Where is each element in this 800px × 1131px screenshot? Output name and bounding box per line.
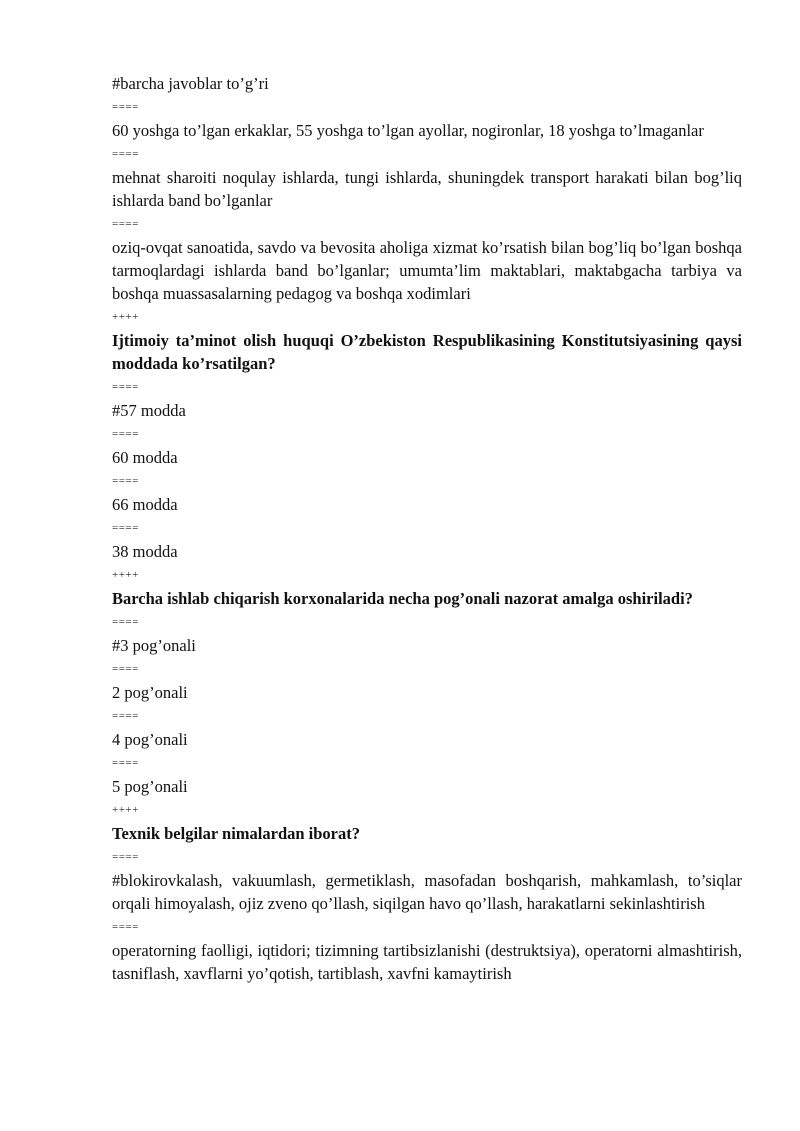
answer-text: #blokirovkalash, vakuumlash, germetiklash, masofadan boshqarish, mahkamlash, to’siqlar orqali himoyalash, ojiz zveno qo’llash, siqilgan havo qo’llash, harakatlarni sekinlashtirish bbox=[112, 871, 742, 913]
separator: ++++ bbox=[112, 569, 139, 581]
answer-text: #3 pog’onali bbox=[112, 636, 196, 655]
answer-text: 38 modda bbox=[112, 542, 178, 561]
separator: ==== bbox=[112, 101, 139, 113]
question-text: Texnik belgilar nimalardan iborat? bbox=[112, 824, 360, 843]
answer-text: 66 modda bbox=[112, 495, 178, 514]
separator: ==== bbox=[112, 663, 139, 675]
answer-text: 2 pog’onali bbox=[112, 683, 188, 702]
separator: ==== bbox=[112, 218, 139, 230]
separator: ==== bbox=[112, 522, 139, 534]
separator: ==== bbox=[112, 148, 139, 160]
separator: ++++ bbox=[112, 804, 139, 816]
separator: ==== bbox=[112, 428, 139, 440]
answer-text: 5 pog’onali bbox=[112, 777, 188, 796]
separator: ==== bbox=[112, 921, 139, 933]
answer-text: 4 pog’onali bbox=[112, 730, 188, 749]
question-text: Barcha ishlab chiqarish korxonalarida necha pog’onali nazorat amalga oshiriladi? bbox=[112, 589, 693, 608]
separator: ==== bbox=[112, 616, 139, 628]
separator: ==== bbox=[112, 381, 139, 393]
answer-text: 60 yoshga to’lgan erkaklar, 55 yoshga to’lgan ayollar, nogironlar, 18 yoshga to’lmaganlar bbox=[112, 121, 704, 140]
separator: ==== bbox=[112, 710, 139, 722]
question-text: Ijtimoiy ta’minot olish huquqi O’zbekiston Respublikasining Konstitutsiyasining qaysi moddada ko’rsatilgan? bbox=[112, 331, 742, 373]
answer-text: operatorning faolligi, iqtidori; tizimning tartibsizlanishi (destruktsiya), operatorni almashtirish, tasniflash, xavflarni yo’qotish, tartiblash, xavfni kamaytirish bbox=[112, 941, 742, 983]
answer-text: 60 modda bbox=[112, 448, 178, 467]
separator: ==== bbox=[112, 851, 139, 863]
answer-text: #57 modda bbox=[112, 401, 186, 420]
answer-text: oziq-ovqat sanoatida, savdo va bevosita aholiga xizmat ko’rsatish bilan bog’liq bo’lgan boshqa tarmoqlardagi ishlarda band bo’lganlar; umumta’lim maktablari, maktabgacha tarbiya va boshqa muassasalarning pedagog va boshqa xodimlari bbox=[112, 238, 742, 303]
answer-text: #barcha javoblar to’g’ri bbox=[112, 74, 269, 93]
separator: ++++ bbox=[112, 311, 139, 323]
separator: ==== bbox=[112, 757, 139, 769]
answer-text: mehnat sharoiti noqulay ishlarda, tungi ishlarda, shuningdek transport harakati bilan bog’liq ishlarda band bo’lganlar bbox=[112, 168, 742, 210]
separator: ==== bbox=[112, 475, 139, 487]
